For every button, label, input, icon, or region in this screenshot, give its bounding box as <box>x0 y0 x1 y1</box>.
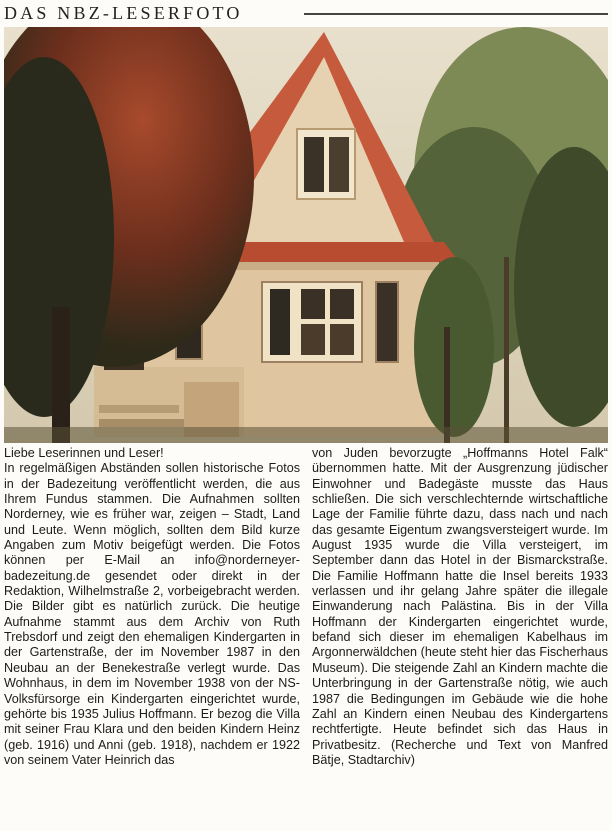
villa-photo <box>4 27 608 443</box>
article-column-right <box>312 446 608 768</box>
page-header <box>4 2 608 26</box>
article-greeting: Liebe Leserinnen und Leser! <box>4 446 164 460</box>
article-body <box>4 446 608 828</box>
header-rule <box>304 13 608 15</box>
article-text-part-2: von Juden bevorzugte „Hoffmanns Hotel Falk“ übernommen hatte. Mit der Ausgrenzung jüdischer Einwohner und Badegäste musste das Haus schließen. Die sich verschlechternde wirtschaftliche Lage der Familie führte dazu, dass nach und nach das gesamte Eigentum zwangsversteigert wurde. Im August 1935 wurde die Villa versteigert, im September dann das Hotel in der Bismarckstraße. Die Familie Hoffmann hatte die Insel bereits 1933 verlassen und ihr gelang Jahre später die illegale Einwanderung nach Palästina. Bis in der Villa Hoffmann der Kindergarten eingerichtet wurde, befand sich dieser im ehemaligen Kabelhaus im Argonnerwäldchen (heute steht hier das Fischerhaus Museum). Die steigende Zahl an Kindern machte die Unterbringung in der Gartenstraße nötig, wie auch 1987 die Bedingungen im Gebäude wie die hohe Zahl an Kindern einen Neubau des Kindergartens rechtfertigte. Heute befindet sich das Haus in Privatbesitz. (Recherche und Text von Manfred Bätje, Stadtarchiv) <box>312 446 608 767</box>
article-column-left <box>4 446 300 768</box>
villa-photo-illustration <box>4 27 608 443</box>
article-text-part-1: In regelmäßigen Abständen sollen historische Fotos in der Badezeitung veröffentlicht werden, die aus Ihrem Fundus stammen. Die Aufnahmen sollten Norderney, wie es früher war, zeigen – Stadt, Land und Leute. Wenn möglich, sollten dem Bild kurze Angaben zum Motiv beigefügt werden. Die Fotos können per E-Mail an info@norderneyer-badezeitung.de gesendet oder direkt in der Redaktion, Wilhelmstraße 2, vorbeigebracht werden. Die Bilder gibt es natürlich zurück. Die heutige Aufnahme stammt aus dem Archiv von Ruth Trebsdorf und zeigt den ehemaligen Kindergarten in der Gartenstraße, der im November 1987 in den Neubau an der Benekestraße verlegt wurde. Das Wohnhaus, in dem im November 1938 von der NS-Volksfürsorge ein Kindergarten eingerichtet wurde, gehörte bis 1935 Julius Hoffmann. Er bezog die Villa mit seiner Frau Klara und den beiden Kindern Heinz (geb. 1916) und Anni (geb. 1918), nachdem er 1922 von seinem Vater Heinrich das <box>4 461 300 767</box>
section-title: DAS NBZ-LESERFOTO <box>4 3 243 23</box>
